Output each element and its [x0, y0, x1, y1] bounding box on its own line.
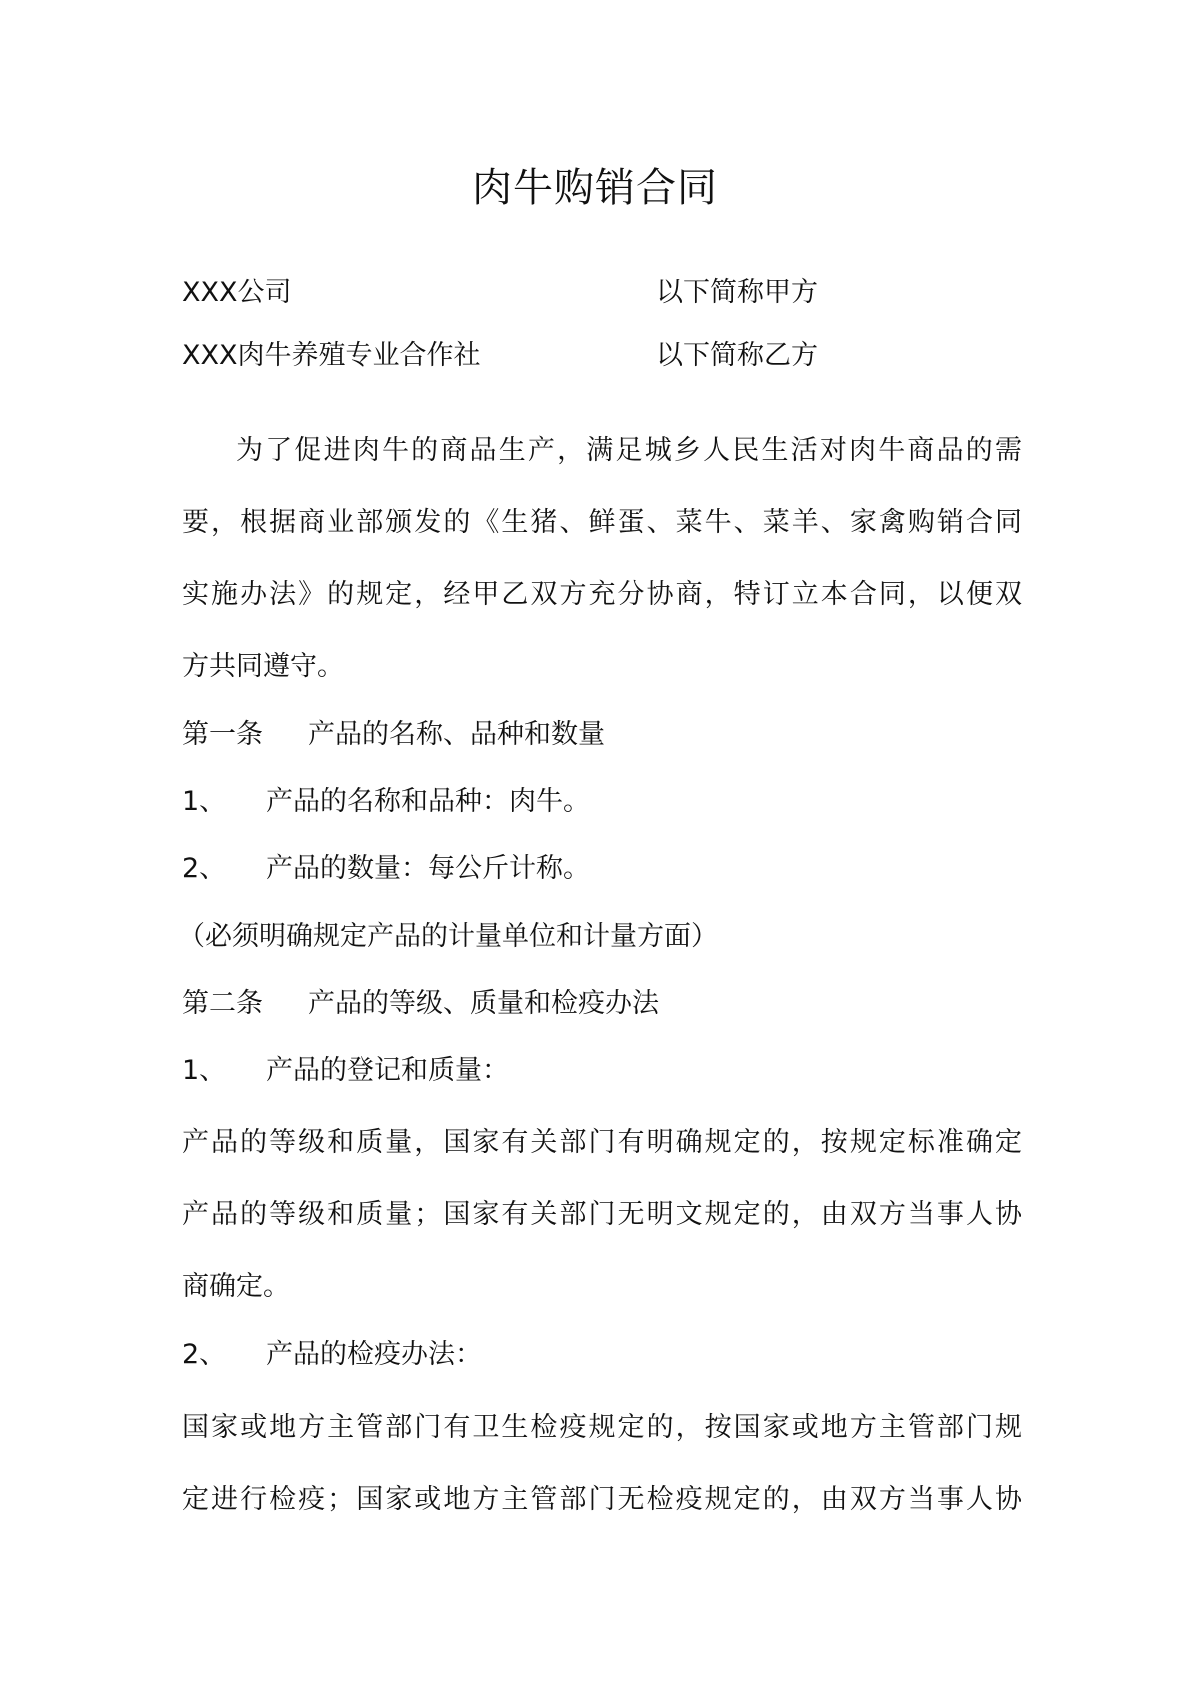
preamble-line-2: 要，根据商业部颁发的《生猪、鲜蛋、菜牛、菜羊、家禽购销合同 — [182, 507, 1022, 538]
article-2-item-1-text: 产品的登记和质量： — [266, 1055, 509, 1086]
article-2-number: 第二条 — [182, 988, 263, 1019]
article-2-heading — [182, 984, 1022, 1024]
article-1-title: 产品的名称、品种和数量 — [308, 719, 605, 750]
article-2-item-2 — [182, 1335, 1022, 1375]
article-2-item-1-number: 1、 — [182, 1055, 227, 1086]
article-1-item-1-text: 产品的名称和品种：肉牛。 — [266, 786, 590, 817]
article-1-number: 第一条 — [182, 719, 263, 750]
party-b-name: XXX肉牛养殖专业合作社 — [182, 340, 481, 371]
article-1-note: （必须明确规定产品的计量单位和计量方面） — [178, 921, 718, 952]
article-2-item-1-body-line-3: 商确定。 — [182, 1271, 290, 1302]
article-2-item-2-body-line-2: 定进行检疫；国家或地方主管部门无检疫规定的，由双方当事人协 — [182, 1484, 1022, 1515]
article-2-item-2-number: 2、 — [182, 1339, 227, 1370]
article-2-item-2-body-line-1: 国家或地方主管部门有卫生检疫规定的，按国家或地方主管部门规 — [182, 1412, 1022, 1443]
article-2-item-1 — [182, 1051, 1022, 1091]
preamble-line-1: 为了促进肉牛的商品生产，满足城乡人民生活对肉牛商品的需 — [236, 435, 1022, 466]
article-1-item-2 — [182, 849, 1022, 889]
document-title: 肉牛购销合同 — [472, 165, 718, 211]
article-1-item-2-text: 产品的数量：每公斤计称。 — [266, 853, 590, 884]
article-1-item-1 — [182, 782, 1022, 822]
article-1-heading — [182, 715, 1022, 755]
article-1-item-2-number: 2、 — [182, 853, 227, 884]
article-2-title: 产品的等级、质量和检疫办法 — [308, 988, 659, 1019]
preamble-line-4: 方共同遵守。 — [182, 651, 344, 682]
party-a-alias: 以下简称甲方 — [656, 277, 818, 308]
article-2-item-1-body-line-2: 产品的等级和质量；国家有关部门无明文规定的，由双方当事人协 — [182, 1199, 1022, 1230]
article-1-item-1-number: 1、 — [182, 786, 227, 817]
party-b-alias: 以下简称乙方 — [656, 340, 818, 371]
party-a-name: XXX公司 — [182, 277, 292, 308]
article-2-item-1-body-line-1: 产品的等级和质量，国家有关部门有明确规定的，按规定标准确定 — [182, 1127, 1022, 1158]
preamble-line-3: 实施办法》的规定，经甲乙双方充分协商，特订立本合同，以便双 — [182, 579, 1022, 610]
article-2-item-2-text: 产品的检疫办法： — [266, 1339, 482, 1370]
